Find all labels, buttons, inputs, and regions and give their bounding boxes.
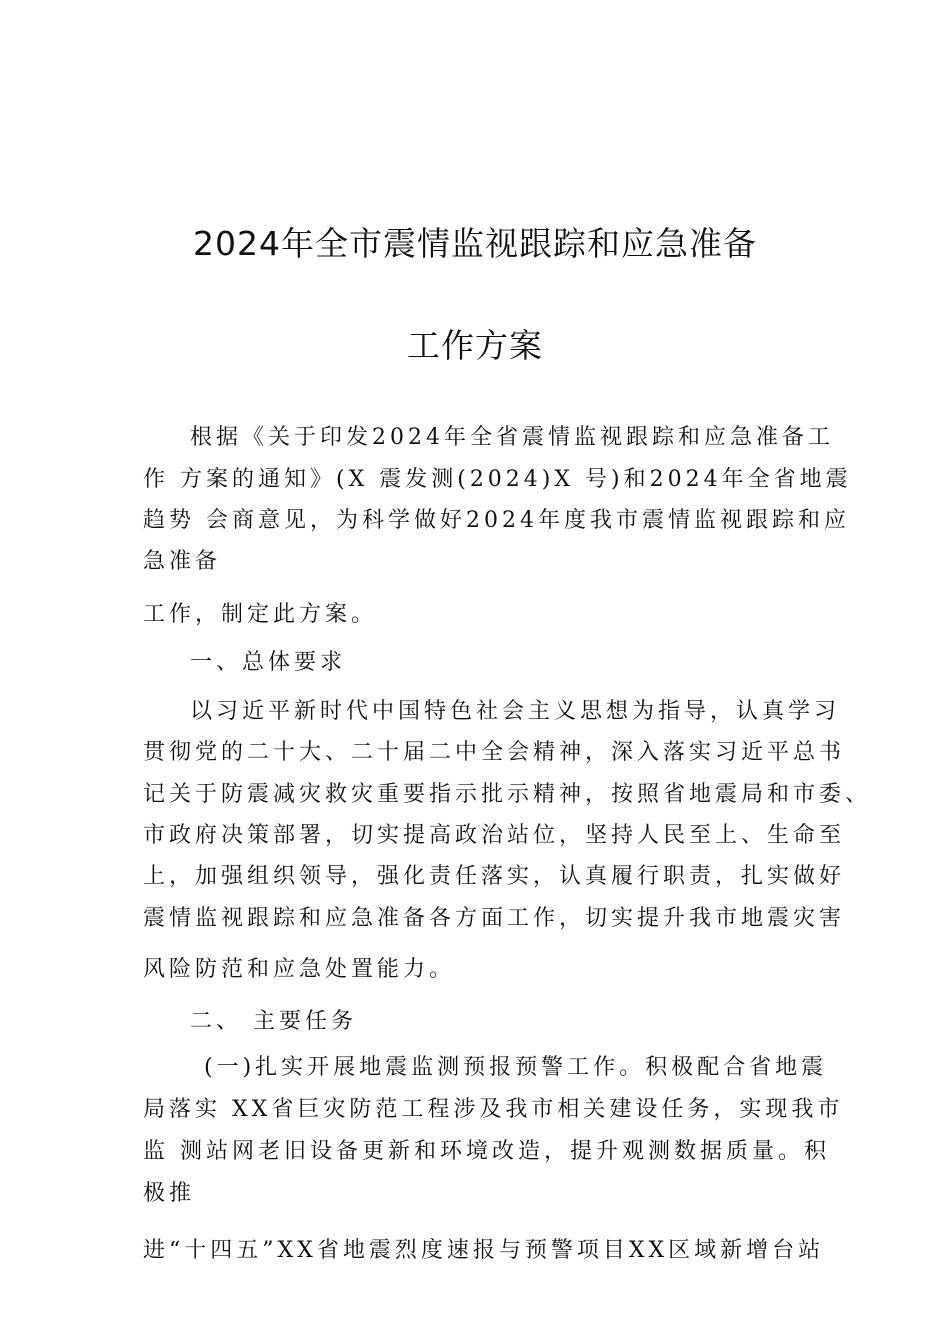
- paragraph-line: 监 测站网老旧设备更新和环境改造，提升观测数据质量。积: [143, 1139, 830, 1164]
- paragraph-line: 根据《关于印发2024年全省震情监视跟踪和应急准备工: [190, 425, 834, 450]
- paragraph-line: 记关于防震减灾救灾重要指示批示精神，按照省地震局和市委、: [143, 782, 872, 807]
- paragraph-line: 市政府决策部署，切实提高政治站位，坚持人民至上、生命至: [143, 823, 846, 848]
- paragraph-line: 上，加强组织领导，强化责任落实，认真履行职责，扎实做好: [143, 864, 846, 889]
- section-heading: 二、 主要任务: [190, 1009, 357, 1034]
- paragraph-line: 作 方案的通知》(X 震发测(2024)X 号)和2024年全省地震: [143, 467, 852, 492]
- paragraph-line: 进“十四五”XX省地震烈度速报与预警项目XX区域新增台站: [143, 1238, 825, 1263]
- paragraph-line: 极推: [143, 1181, 196, 1206]
- paragraph-line: 急准备: [143, 549, 222, 574]
- document-title-line1: 2024年全市震情监视跟踪和应急准备: [193, 224, 757, 263]
- document-title-line2: 工作方案: [407, 326, 543, 365]
- paragraph-line: 以习近平新时代中国特色社会主义思想为指导，认真学习: [190, 699, 841, 724]
- paragraph-line: 震情监视跟踪和应急准备各方面工作，切实提升我市地震灾害: [143, 906, 846, 931]
- paragraph-line: 局落实 XX省巨灾防范工程涉及我市相关建设任务，实现我市: [143, 1097, 844, 1122]
- paragraph-line: 风险防范和应急处置能力。: [143, 957, 456, 982]
- section-heading: 一、总体要求: [190, 650, 347, 675]
- paragraph-line: 工作，制定此方案。: [143, 602, 378, 627]
- paragraph-line: 贯彻党的二十大、二十届二中全会精神，深入落实习近平总书: [143, 740, 846, 765]
- paragraph-line: (一)扎实开展地震监测预报预警工作。积极配合省地震: [204, 1055, 828, 1080]
- paragraph-line: 趋势 会商意见，为科学做好2024年度我市震情监视跟踪和应: [143, 508, 850, 533]
